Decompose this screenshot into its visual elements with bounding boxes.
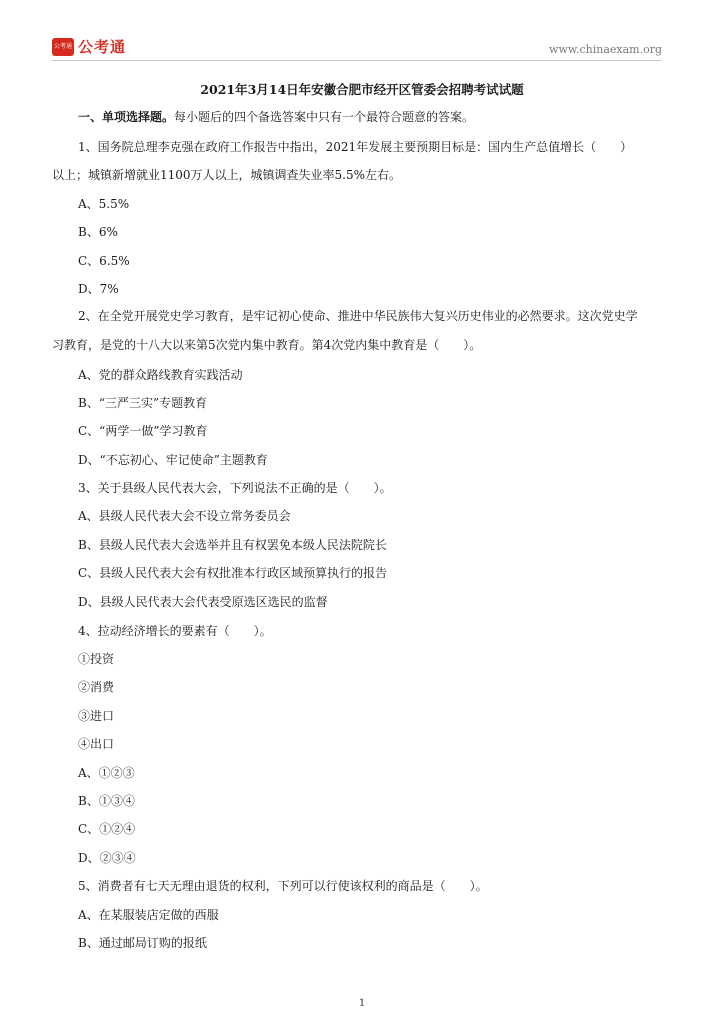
- text-line: A、①②③: [78, 766, 135, 780]
- logo-icon: 公考通: [52, 38, 74, 56]
- page-header: [52, 36, 662, 60]
- text-line: A、县级人民代表大会不设立常务委员会: [78, 509, 291, 523]
- document-title: 2021年3月14日年安徽合肥市经开区管委会招聘考试试题: [200, 82, 524, 97]
- logo-text: 公考通: [78, 38, 127, 56]
- text-line: 4、拉动经济增长的要素有（ ）。: [78, 624, 272, 638]
- text-line: B、“三严三实”专题教育: [78, 396, 208, 410]
- text-line: ①投资: [78, 652, 115, 666]
- page-number: 1: [358, 998, 366, 1009]
- text-line: 习教育，是党的十八大以来第5次党内集中教育。第4次党内集中教育是（ ）。: [52, 338, 482, 352]
- text-line: C、“两学一做”学习教育: [78, 424, 208, 438]
- text-line: ②消费: [78, 680, 115, 694]
- text-line: D、县级人民代表大会代表受原选区选民的监督: [78, 595, 328, 609]
- text-line: B、6%: [78, 225, 118, 239]
- text-line: C、县级人民代表大会有权批准本行政区域预算执行的报告: [78, 566, 388, 580]
- text-line: A、在某服装店定做的西服: [78, 908, 219, 922]
- text-line: A、5.5%: [78, 197, 130, 211]
- text-line: C、①②④: [78, 822, 136, 836]
- brand-logo[interactable]: [52, 36, 126, 57]
- text-line: 以上；城镇新增就业1100万人以上，城镇调查失业率5.5%左右。: [52, 168, 402, 182]
- text-line: D、②③④: [78, 851, 136, 865]
- site-url: www.chinaexam.org: [549, 43, 662, 56]
- instruction-text: 每小题后的四个备选答案中只有一个最符合题意的答案。: [174, 110, 475, 124]
- text-line: ③进口: [78, 709, 115, 723]
- text-line: B、通过邮局订购的报纸: [78, 936, 207, 950]
- section-instruction: [78, 108, 474, 125]
- text-line: 1、国务院总理李克强在政府工作报告中指出，2021年发展主要预期目标是：国内生产总值增长（ ）: [78, 140, 633, 154]
- text-line: 3、关于县级人民代表大会，下列说法不正确的是（ ）。: [78, 481, 392, 495]
- text-line: 2、在全党开展党史学习教育，是牢记初心使命、推进中华民族伟大复兴历史伟业的必然要求。这次党史学: [78, 309, 638, 323]
- header-divider: [52, 60, 662, 61]
- text-line: B、县级人民代表大会选举并且有权罢免本级人民法院院长: [78, 538, 387, 552]
- text-line: A、党的群众路线教育实践活动: [78, 368, 243, 382]
- text-line: D、7%: [78, 282, 119, 296]
- section-heading: 一、单项选择题。: [78, 110, 175, 124]
- text-line: 5、消费者有七天无理由退货的权利，下列可以行使该权利的商品是（ ）。: [78, 879, 488, 893]
- text-line: B、①③④: [78, 794, 135, 808]
- text-line: D、“不忘初心、牢记使命”主题教育: [78, 453, 268, 467]
- text-line: ④出口: [78, 737, 115, 751]
- text-line: C、6.5%: [78, 254, 130, 268]
